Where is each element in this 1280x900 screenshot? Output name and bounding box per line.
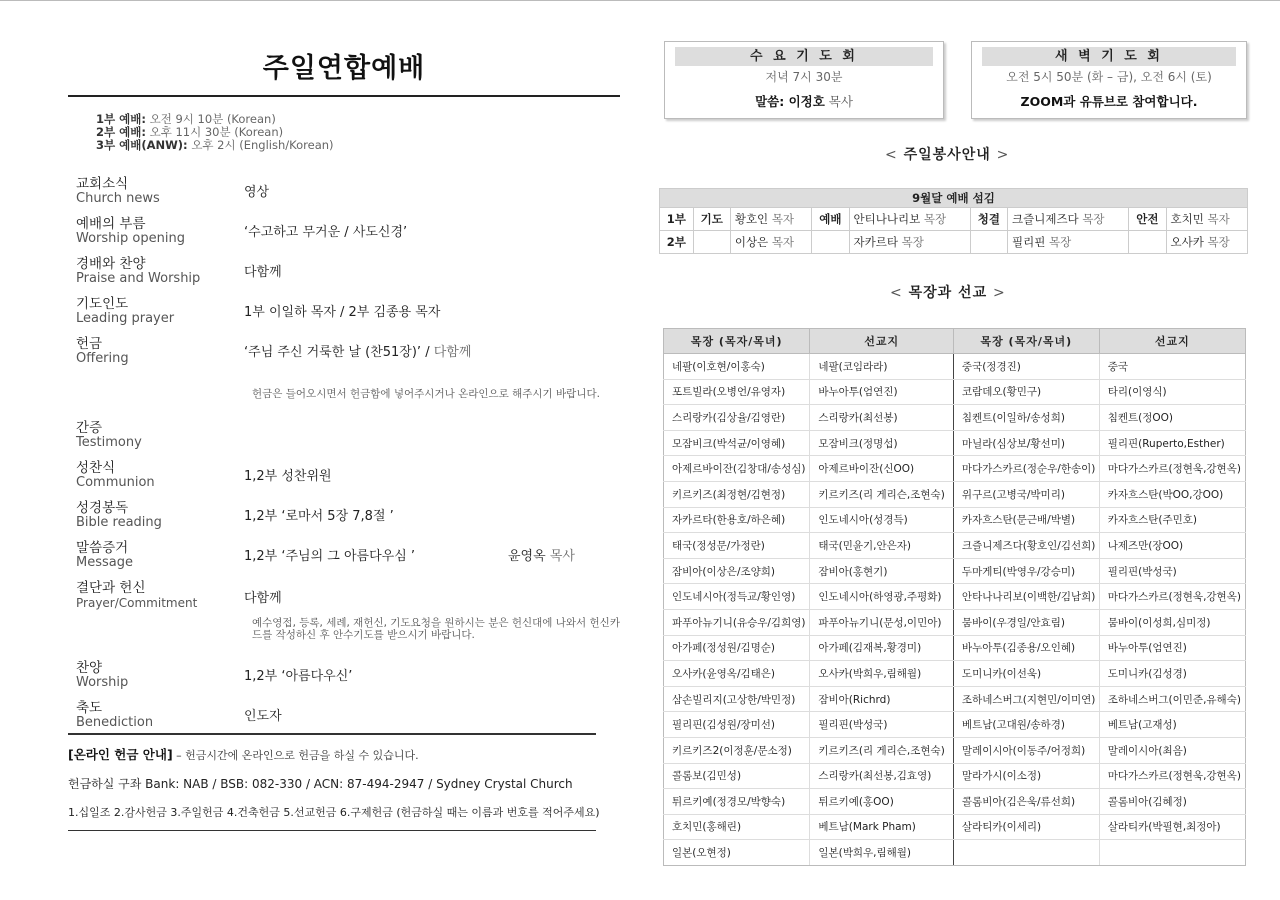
table-cell: 콜롬보(김민성) [664,763,810,789]
table-cell: 말라가시(이소정) [953,763,1099,789]
table-cell: 호치민(홍해린) [664,814,810,840]
table-cell: 나제즈만(장OO) [1099,533,1245,559]
table-cell: 말레이시아(이동주/어정희) [953,737,1099,763]
table-cell: 키르키즈2(이정훈/문소정) [664,737,810,763]
table-cell: 모잠비크(박석균/이영혜) [664,430,810,456]
table-cell: 일본(오현정) [664,840,810,866]
table-cell: 뭄바이(이성희,심미정) [1099,609,1245,635]
table-cell: 인도네시아(성경득) [810,507,954,533]
table-row [664,558,1246,584]
online-account: 헌금하실 구좌 Bank: NAB / BSB: 082-330 / ACN: 87-494-2947 / Sydney Crystal Church [68,776,573,791]
table-cell: 잠비아(홍현기) [810,558,954,584]
table-cell: 콜롬비아(김혜정) [1099,789,1245,815]
table-cell: 일본(박희우,림해월) [810,840,954,866]
table-cell: 베트남(Mark Pham) [810,814,954,840]
table-cell: 자카르타(한용호/하은혜) [664,507,810,533]
table-cell: 크즐니제즈다(황호인/김선희) [953,533,1099,559]
table-cell: 바누아투(엄연진) [810,379,954,405]
table-cell: 인도네시아(하영광,주평화) [810,584,954,610]
table-row [664,789,1246,815]
table-row [664,584,1246,610]
duty-header-row: 9월달 예배 섬김 [660,189,1248,208]
table-cell: 스리랑카(최선봉) [810,405,954,431]
table-cell: 바누아투(김종용/오인혜) [953,635,1099,661]
table-cell: 마닐라(심상보/황선미) [953,430,1099,456]
table-row [664,507,1246,533]
table-cell: 두마게티(박영우/강승미) [953,558,1099,584]
table-cell: 태국(정성문/가정란) [664,533,810,559]
table-cell: 카자흐스탄(문근배/박별) [953,507,1099,533]
title-divider [68,95,620,97]
table-row [664,609,1246,635]
table-cell: 카자흐스탄(주민호) [1099,507,1245,533]
table-row [664,405,1246,431]
table-cell: 마다가스카르(정현욱,강현옥) [1099,763,1245,789]
table-row [664,379,1246,405]
table-cell: 도미니카(김성경) [1099,661,1245,687]
table-cell: 살라티카(이세리) [953,814,1099,840]
table-cell: 마다가스카르(정순우/한송이) [953,456,1099,482]
table-cell: 마다가스카르(정현욱,강현옥) [1099,456,1245,482]
table-cell: 필리핀(Ruperto,Esther) [1099,430,1245,456]
wednesday-prayer-speaker: 말씀: 이정호 목사 [755,94,853,109]
dawn-prayer-time: 오전 5시 50분 (화 – 금), 오전 6시 (토) [1006,70,1212,84]
commitment-note: 예수영접, 등록, 세례, 재헌신, 기도요청을 원하시는 분은 헌신대에 나와서 헌신카드를 작성하신 후 안수기도를 받으시기 바랍니다. [252,617,620,641]
table-row [664,354,1246,380]
left-page: 주일연합예배 1부 예배: 오전 9시 10분 (Korean) 2부 예배: 오후 11시 30분 (Korean) 3부 예배(ANW): 오후 2시 (English/Korean) 교회소식 Church news 영상 예배의 부름 Worship opening ‘수고하고 무거운 / 사도신경’ 경배와 찬양 Praise and Worship 다함께 기도인도 Leading prayer 1부 이일하 목자 / 2부 김종용 목자 헌금 Offering ‘주님 주신 거룩한 날 (찬51장)’ / 다함께 헌금은 들어오시면서 헌금함에 넣어주시거나 온라인으로 해주시기 바랍니다. 간증 Testimony 성찬식 Communion 1,2부 성찬위원 성경봉독 Bible reading 1,2부 ‘로마서 5장 7,8절 ’ 말씀증거 Message 1,2부 ‘주님의 그 아름다우심 ’ 윤영옥 목사 결단과 헌신 Prayer/Commitment 다함께 예수영접, 등록, 세례, 재헌신, 기도요청을 원하시는 분은 헌신대에 나와서 헌신카드를 작성하신 후 안수기도를 받으시기 바랍니다. 찬양 Worship 1,2부 ‘아름다우신’ 축도 Benediction 인도자 [온라인 헌금 안내] – 헌금시간에 온라인으로 헌금을 하실 수 있습니다. 헌금하실 구좌 Bank: NAB / BSB: 082-330 / ACN: 87-494-2947 / Sydney Crystal Church 1.십일조 2.감사헌금 3.주일헌금 4.건축헌금 5.선교헌금 6.구제헌금 (헌금하실 때는 이름과 번호를 적어주세요) [68,40,620,152]
service-time-1: 1부 예배: 오전 9시 10분 (Korean) [96,112,276,126]
duty-row-1: 1부 기도 황호인 목자 예배 안티나나리보 목장 청결 크즐니제즈다 목장 안전 호치민 목자 [660,208,1248,231]
online-heading: [온라인 헌금 안내] [68,746,173,762]
table-cell: 도미니카(이선욱) [953,661,1099,687]
table-cell: 말레이시아(최음) [1099,737,1245,763]
service-duty-title: < 주일봉사안내 > [885,147,1010,163]
table-row [664,712,1246,738]
table-cell: 필리핀(박성국) [1099,558,1245,584]
table-cell: 타리(이영식) [1099,379,1245,405]
table-cell: 튀르키예(홍OO) [810,789,954,815]
service-times [96,113,620,152]
table-cell: 오사카(윤영옥/김태은) [664,661,810,687]
missions-table [663,328,1246,866]
table-cell: 카자흐스탄(박OO,강OO) [1099,481,1245,507]
table-cell: 조하네스버그(이민준,유해숙) [1099,686,1245,712]
table-cell: 네팔(이호현/이홍숙) [664,354,810,380]
table-cell: 네팔(코임라라) [810,354,954,380]
table-cell: 바누아투(엄연진) [1099,635,1245,661]
table-cell: 코람데오(황민구) [953,379,1099,405]
table-cell: 아제르바이잔(김창대/송성심) [664,456,810,482]
table-cell: 마다가스카르(정현욱,강현옥) [1099,584,1245,610]
online-top-rule [68,733,596,735]
table-cell: 파푸아뉴기니(문성,이민아) [810,609,954,635]
dawn-prayer-note: ZOOM과 유튜브로 참여합니다. [1020,94,1198,109]
table-cell: 살라티카(박필현,최정아) [1099,814,1245,840]
wednesday-prayer-time: 저녁 7시 30분 [765,70,843,84]
missions-title: < 목장과 선교 > [890,285,1006,301]
table-row [664,635,1246,661]
table-row [664,763,1246,789]
table-cell: 인도네시아(정득교/황인영) [664,584,810,610]
top-border [0,0,1280,1]
table-cell: 키르키즈(리 게리슨,조현숙) [810,737,954,763]
table-cell: 태국(민윤기,안은자) [810,533,954,559]
table-cell [1099,840,1245,866]
table-row [664,661,1246,687]
table-cell: 중국 [1099,354,1245,380]
table-row [664,840,1246,866]
table-cell: 삼손빌리지(고상한/박민정) [664,686,810,712]
online-desc: – 헌금시간에 온라인으로 헌금을 하실 수 있습니다. [172,748,419,762]
message-speaker: 윤영옥 목사 [508,549,575,564]
online-offering-info [68,733,600,831]
table-cell: 잠비아(Richrd) [810,686,954,712]
wednesday-prayer-box [664,41,944,119]
table-cell: 위구르(고병국/박미리) [953,481,1099,507]
dawn-prayer-title: 새 벽 기 도 회 [982,47,1236,66]
online-bottom-rule [68,830,596,832]
table-cell: 베트남(고재성) [1099,712,1245,738]
online-types: 1.십일조 2.감사헌금 3.주일헌금 4.건축헌금 5.선교헌금 6.구제헌금 (헌금하실 때는 이름과 번호를 적어주세요) [68,805,600,819]
table-cell: 오사카(박희우,림해월) [810,661,954,687]
table-cell: 아제르바이잔(신OO) [810,456,954,482]
table-cell: 조하네스버그(지현민/이미연) [953,686,1099,712]
table-row [664,456,1246,482]
table-cell: 침켄트(정OO) [1099,405,1245,431]
table-cell: 필리핀(박성국) [810,712,954,738]
offering-note: 헌금은 들어오시면서 헌금함에 넣어주시거나 온라인으로 해주시기 바랍니다. [252,388,600,400]
table-cell: 포트빌라(오병언/유영자) [664,379,810,405]
dawn-prayer-box [971,41,1247,119]
service-time-2: 2부 예배: 오후 11시 30분 (Korean) [96,125,284,139]
table-cell: 모잠비크(정명섭) [810,430,954,456]
table-cell: 잠비아(이상은/조양희) [664,558,810,584]
table-row [664,737,1246,763]
table-row [664,430,1246,456]
table-cell: 필리핀(김성원/장미선) [664,712,810,738]
table-cell: 아가페(김재복,황경미) [810,635,954,661]
table-cell: 베트남(고대원/송하경) [953,712,1099,738]
wednesday-prayer-title: 수 요 기 도 회 [675,47,933,66]
duty-row-2: 2부 이상은 목자 자카르타 목장 필리핀 목장 오사카 목장 [660,231,1248,254]
table-cell: 안타나나리보(이백한/김남희) [953,584,1099,610]
table-cell [953,840,1099,866]
table-row [664,481,1246,507]
table-cell: 중국(정경진) [953,354,1099,380]
table-cell: 뭄바이(우경일/안효림) [953,609,1099,635]
missions-table-body [664,354,1246,866]
table-row [664,533,1246,559]
table-row [664,814,1246,840]
table-cell: 키르키즈(리 게리슨,조현숙) [810,481,954,507]
missions-header-row: 목장 (목자/목녀) 선교지 목장 (목자/목녀) 선교지 [664,329,1246,354]
table-cell: 스리랑카(최선봉,김효영) [810,763,954,789]
table-cell: 키르키즈(최정현/김현정) [664,481,810,507]
service-time-3: 3부 예배(ANW): 오후 2시 (English/Korean) [96,138,334,152]
table-cell: 튀르키예(정경모/박향숙) [664,789,810,815]
service-duty-table [659,188,1248,254]
table-cell: 아가페(정성원/김명순) [664,635,810,661]
table-cell: 콜롬비아(김은욱/류선희) [953,789,1099,815]
table-cell: 스리랑카(김상율/김영란) [664,405,810,431]
page-title: 주일연합예배 [262,53,426,84]
table-cell: 침켄트(이일하/송성희) [953,405,1099,431]
table-cell: 파푸아뉴기니(유승우/김희영) [664,609,810,635]
table-row [664,686,1246,712]
